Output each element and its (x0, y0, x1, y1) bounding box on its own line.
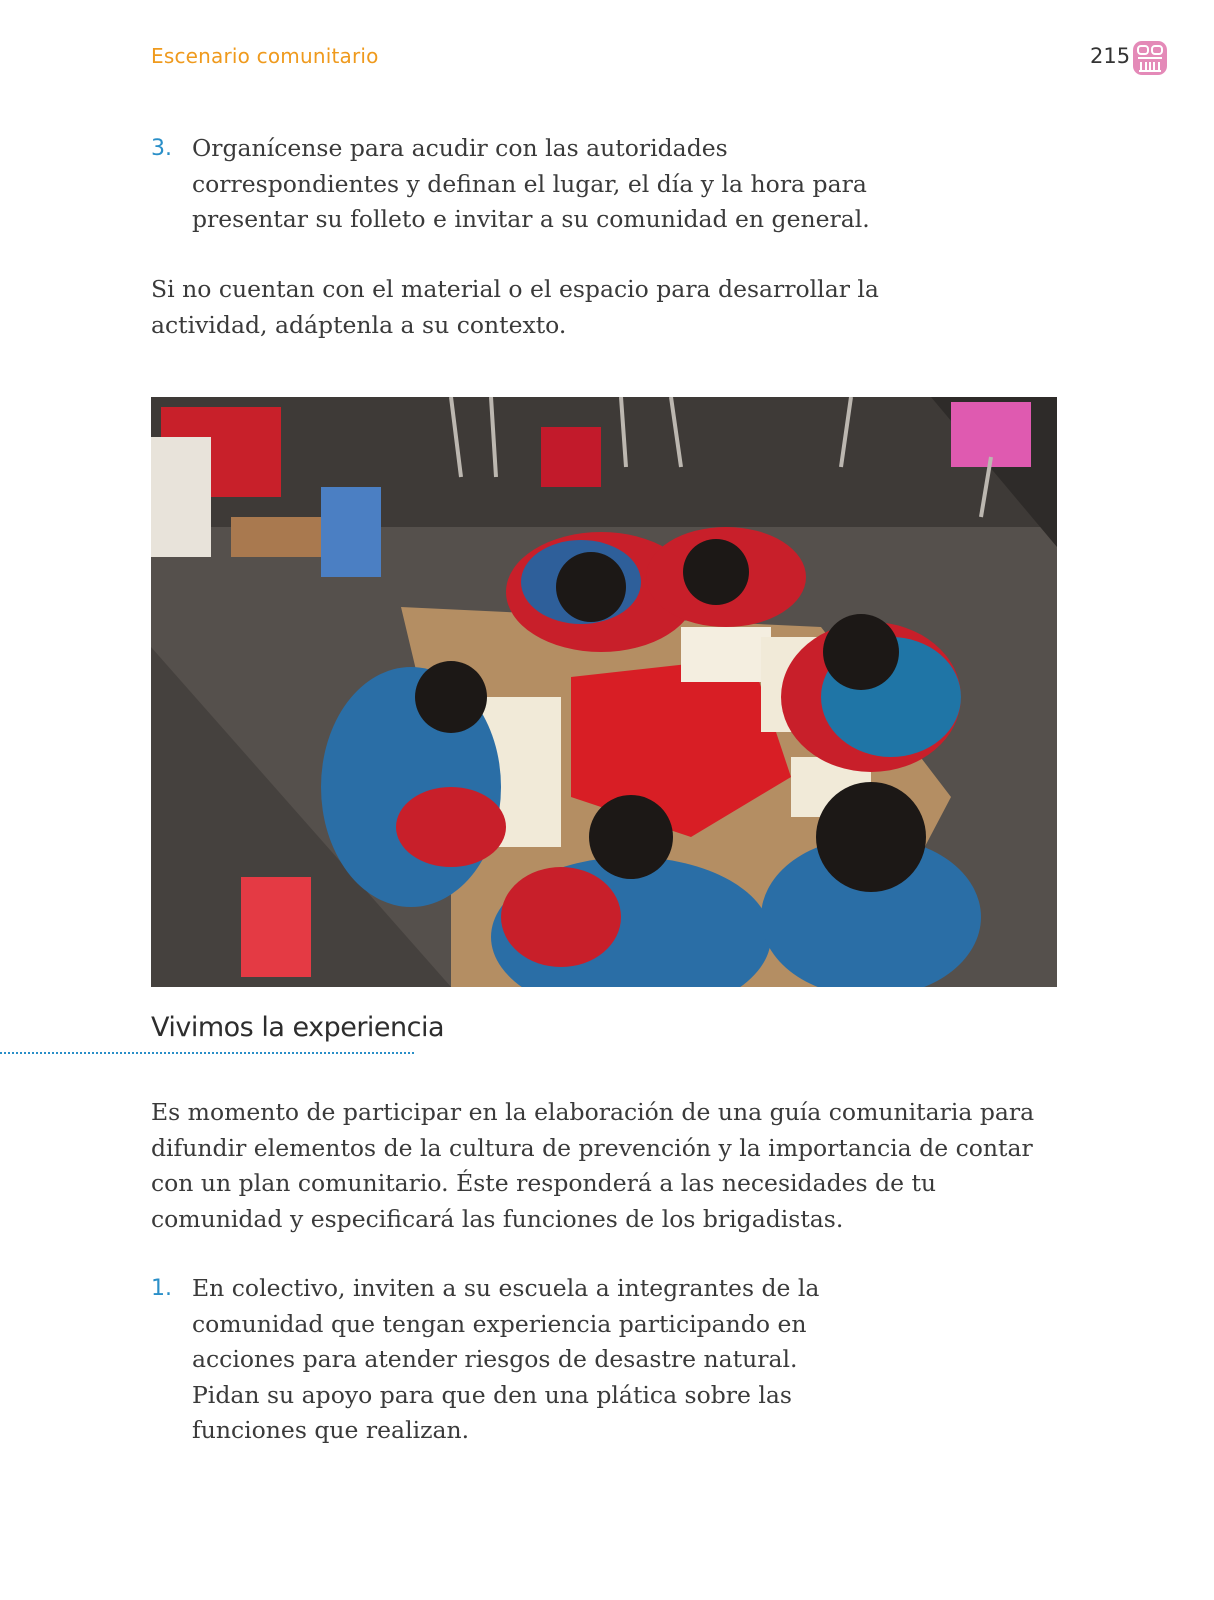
step-text: Organícense para acudir con las autoridades correspondientes y definan el lugar, el día y la hora para presentar su folleto e invitar a su comunidad en general. (192, 134, 870, 233)
section-label: Escenario comunitario (151, 44, 379, 68)
step-text: En colectivo, inviten a su escuela a integrantes de la comunidad que tengan experiencia participando en acciones para atender riesgos de desastre natural. Pidan su apoyo para que den una plática sobre las funciones que realizan. (192, 1274, 820, 1444)
intro-paragraph: Es momento de participar en la elaboración de una guía comunitaria para difundir elementos de la cultura de prevención y la importancia de contar con un plan comunitario. Éste responderá a las necesidades de tu comunidad y especificará las funciones de los brigadistas. (151, 1098, 1035, 1233)
note-paragraph: Si no cuentan con el material o el espacio para desarrollar la actividad, adáptenla a su contexto. (151, 275, 879, 339)
section-divider (0, 1052, 414, 1054)
page-number: 215 (1090, 44, 1131, 68)
classroom-photo (151, 397, 1057, 987)
step-number: 1. (151, 1276, 172, 1301)
glyph-icon (1132, 40, 1168, 76)
section-title: Vivimos la experiencia (151, 1012, 445, 1043)
step-number: 3. (151, 136, 172, 161)
